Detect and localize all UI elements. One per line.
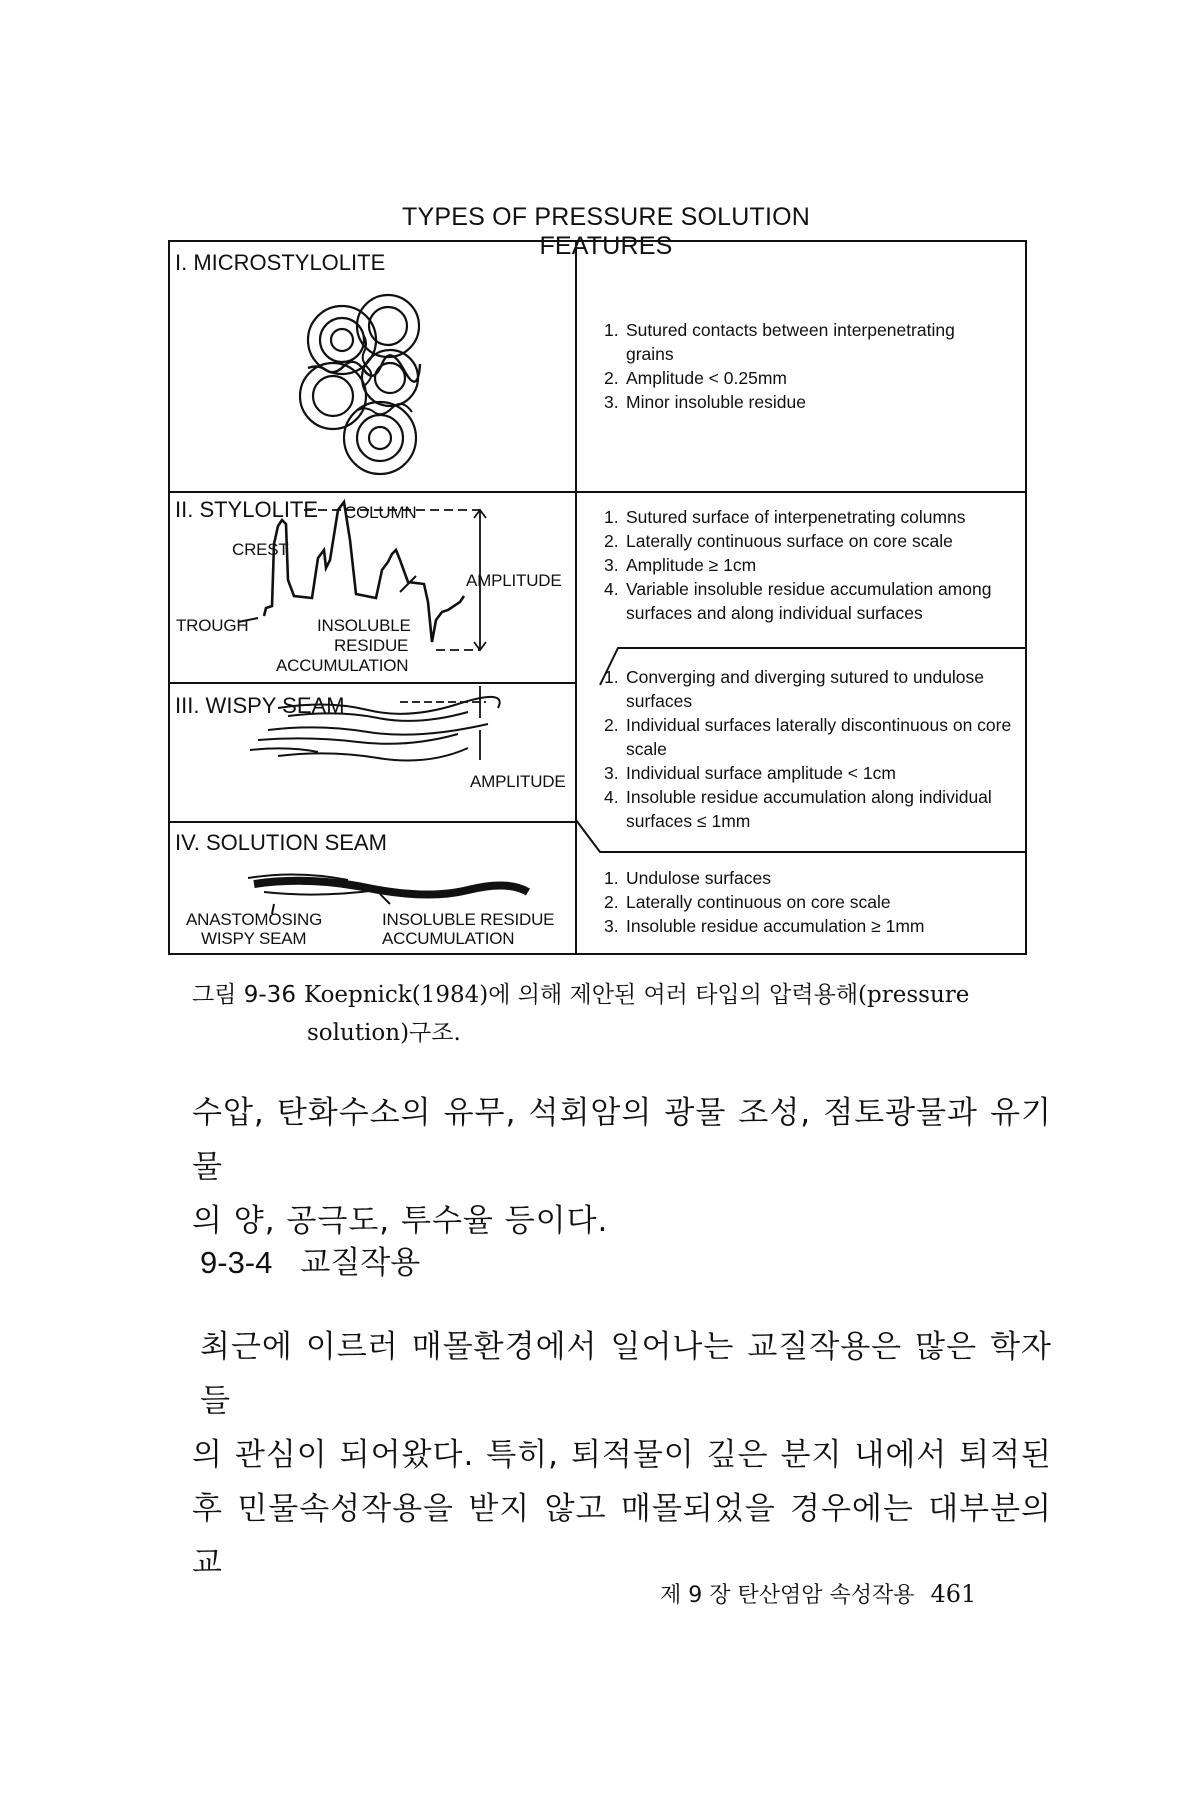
stylolite-label-residue-3: ACCUMULATION [276,656,409,675]
wispy-seam-label-amplitude: AMPLITUDE [470,772,566,791]
paragraph-1 [192,1086,1052,1248]
page-footer [660,1578,976,1609]
section-3-name: III. WISPY SEAM [175,693,345,718]
paragraph-2-line-1: 최근에 이르러 매몰환경에서 일어나는 교질작용은 많은 학자들 [200,1329,1052,1419]
section-2-description [604,505,1014,625]
list-item: 2. Amplitude < 0.25mm [604,368,787,388]
list-item: 1. Sutured surface of interpenetrating columns [604,507,966,527]
stylolite-label-residue-1: INSOLUBLE [317,616,411,635]
section-2-name: II. STYLOLITE [175,497,319,522]
page-number: 461 [930,1580,977,1608]
microstylolite-sketch [300,295,420,474]
stylolite-label-trough: TROUGH [176,616,249,635]
section-heading [200,1237,420,1282]
solution-seam-label-anastomosing-1: ANASTOMOSING [186,910,323,929]
stylolite-label-crest: CREST [232,540,289,559]
caption-line-2: solution)구조. [307,1020,461,1046]
list-item: 3. Individual surface amplitude < 1cm [604,763,896,783]
paragraph-2-line-2: 의 관심이 되어왔다. 특히, 퇴적물이 깊은 분지 내에서 퇴적된 [192,1437,1052,1473]
paragraph-2 [192,1320,1052,1590]
paragraph-2-line-3: 후 민물속성작용을 받지 않고 매몰되었을 경우에는 대부분의 교 [192,1491,1052,1581]
stylolite-label-amplitude: AMPLITUDE [466,571,562,590]
caption-number: 그림 9-36 [192,982,296,1008]
list-item: 3. Insoluble residue accumulation ≥ 1mm [604,916,925,936]
caption-line-1: Koepnick(1984)에 의해 제안된 여러 타입의 압력용해(pressure [304,982,970,1008]
section-4-name: IV. SOLUTION SEAM [175,830,387,855]
list-item: 4. Insoluble residue accumulation along individual surfaces ≤ 1mm [604,787,992,831]
list-item: 2. Laterally continuous on core scale [604,892,891,912]
list-item: 2. Laterally continuous surface on core scale [604,531,953,551]
section-4-description [604,866,1014,938]
solution-seam-label-residue-1: INSOLUBLE RESIDUE [382,910,555,929]
solution-seam-label-anastomosing-2: WISPY SEAM [201,929,307,948]
stylolite-label-residue-2: RESIDUE [334,636,409,655]
paragraph-1-line-2: 의 양, 공극도, 투수율 등이다. [192,1203,609,1239]
list-item: 1. Converging and diverging sutured to undulose surfaces [604,667,985,711]
section-1-name: I. MICROSTYLOLITE [175,250,386,275]
stylolite-label-column: COLUMN [344,503,417,522]
list-item: 4. Variable insoluble residue accumulation among surfaces and along individual surfaces [604,579,992,623]
list-item: 1. Undulose surfaces [604,868,771,888]
paragraph-1-line-1: 수압, 탄화수소의 유무, 석회암의 광물 조성, 점토광물과 유기물 [192,1095,1052,1185]
footer-chapter: 제 9 장 탄산염암 속성작용 [660,1583,915,1608]
figure-caption [192,976,1052,1052]
section-1-description [604,318,1004,414]
list-item: 3. Amplitude ≥ 1cm [604,555,757,575]
section-number: 9-3-4 [200,1245,273,1280]
list-item: 3. Minor insoluble residue [604,392,806,412]
list-item: 1. Sutured contacts between interpenetrating grains [604,320,955,364]
list-item: 2. Individual surfaces laterally discontinuous on core scale [604,715,1012,759]
figure-title: TYPES OF PRESSURE SOLUTION FEATURES [401,203,811,260]
section-title: 교질작용 [300,1245,421,1281]
solution-seam-label-residue-2: ACCUMULATION [382,929,515,948]
solution-seam-sketch [248,874,528,914]
section-3-description [604,665,1014,833]
